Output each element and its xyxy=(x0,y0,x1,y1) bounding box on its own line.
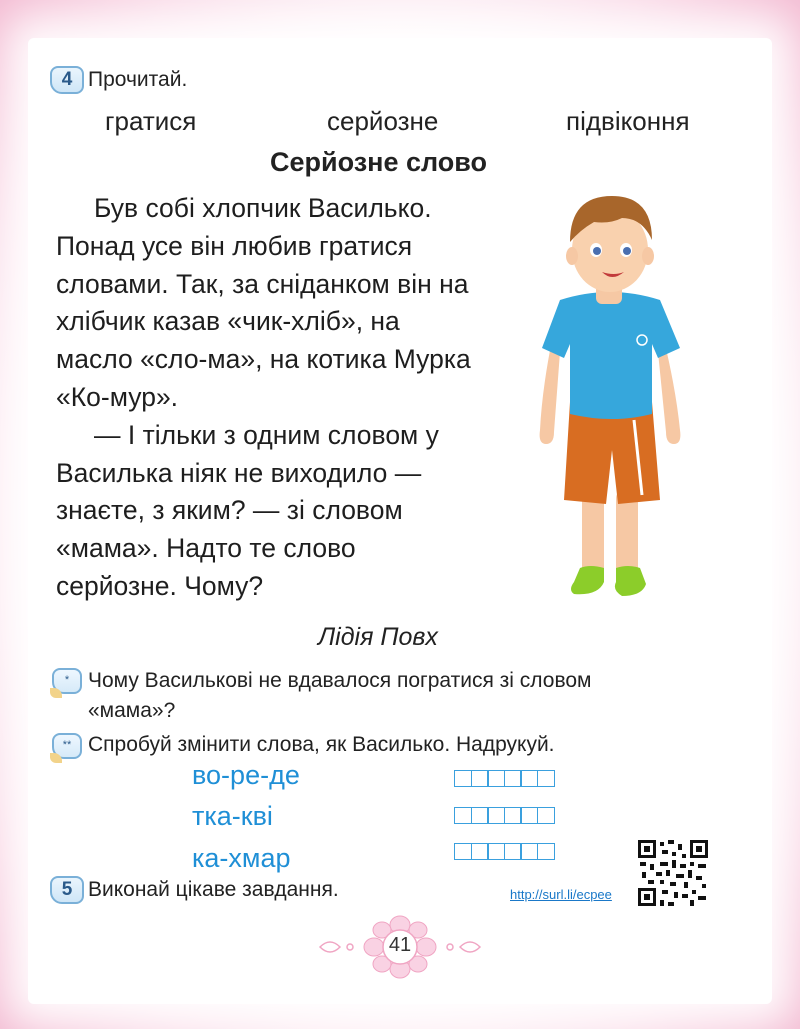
letter-box[interactable] xyxy=(520,770,538,787)
letter-box[interactable] xyxy=(471,843,489,860)
answer-boxes-3[interactable] xyxy=(454,843,553,860)
exercise-5-number: 5 xyxy=(61,879,73,900)
story-line: масло «сло-ма», на котика Мурка xyxy=(56,344,471,375)
scrambled-word-3: ка-хмар xyxy=(192,843,291,873)
letter-box[interactable] xyxy=(454,843,472,860)
question-1-line-2: «мама»? xyxy=(88,699,176,722)
story-line: словами. Так, за сніданком він на xyxy=(56,268,469,299)
question-1-star-badge xyxy=(52,668,82,694)
story-author: Лідія Повх xyxy=(318,623,438,651)
letter-box[interactable] xyxy=(537,843,555,860)
qr-code[interactable] xyxy=(636,838,710,908)
exercise-5-badge xyxy=(50,876,84,904)
letter-box[interactable] xyxy=(454,807,472,824)
letter-box[interactable] xyxy=(487,770,505,787)
story-line: «Ко-мур». xyxy=(56,381,179,412)
letter-box[interactable] xyxy=(487,807,505,824)
letter-box[interactable] xyxy=(504,807,522,824)
story-line: «мама». Надто те слово xyxy=(56,533,356,564)
answer-boxes-1[interactable] xyxy=(454,770,553,787)
exercise-4-number: 4 xyxy=(61,69,73,90)
exercise-4-badge xyxy=(50,66,84,94)
letter-box[interactable] xyxy=(520,807,538,824)
question-2-text: Спробуй змінити слова, як Василько. Надрукуй. xyxy=(88,733,555,756)
letter-box[interactable] xyxy=(471,770,489,787)
badge-fold xyxy=(50,688,62,698)
exercise-5-link[interactable]: http://surl.li/ecpee xyxy=(510,887,612,902)
letter-box[interactable] xyxy=(537,807,555,824)
question-1-line-1: Чому Василькові не вдавалося погратися зі словом xyxy=(88,669,592,692)
story-text xyxy=(56,190,536,606)
question-2-star-badge xyxy=(52,733,82,759)
story-line: Понад усе він любив гратися xyxy=(56,230,413,261)
word-2: серйозне xyxy=(327,106,439,136)
story-line: Був собі хлопчик Василько. xyxy=(94,193,432,223)
story-line: Василька ніяк не виходило — xyxy=(56,457,422,488)
letter-box[interactable] xyxy=(471,807,489,824)
boy-illustration xyxy=(530,190,690,610)
answer-boxes-2[interactable] xyxy=(454,807,553,824)
word-1: гратися xyxy=(105,106,197,136)
badge-fold xyxy=(50,753,62,763)
story-title: Серйозне слово xyxy=(270,147,488,177)
word-3: підвіконня xyxy=(566,106,690,136)
story-line: хлібчик казав «чик-хліб», на xyxy=(56,306,400,337)
letter-box[interactable] xyxy=(504,843,522,860)
story-line: знаєте, з яким? — зі словом xyxy=(56,495,403,526)
scrambled-word-1: во-ре-де xyxy=(192,760,300,790)
story-line: — І тільки з одним словом у xyxy=(94,419,439,450)
double-star-icon: ** xyxy=(62,739,72,751)
letter-box[interactable] xyxy=(537,770,555,787)
letter-box[interactable] xyxy=(520,843,538,860)
story-line: серйозне. Чому? xyxy=(56,570,264,601)
letter-box[interactable] xyxy=(487,843,505,860)
letter-box[interactable] xyxy=(504,770,522,787)
exercise-5-instruction: Виконай цікаве завдання. xyxy=(88,878,339,901)
scrambled-word-2: тка-кві xyxy=(192,801,273,831)
exercise-4-instruction: Прочитай. xyxy=(88,68,188,91)
letter-box[interactable] xyxy=(454,770,472,787)
star-icon: * xyxy=(64,674,70,686)
page-number: 41 xyxy=(388,934,412,956)
